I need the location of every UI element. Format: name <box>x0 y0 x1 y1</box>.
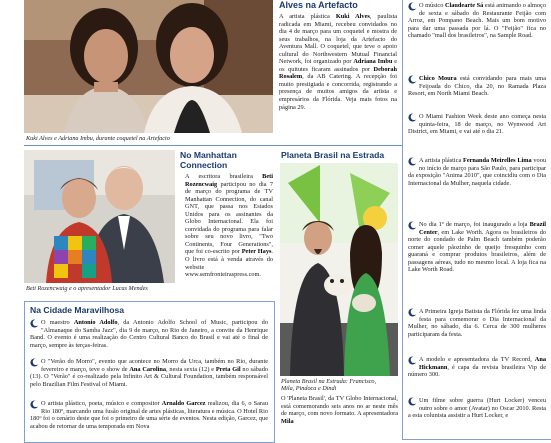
right-item-7 <box>408 356 546 379</box>
right-item-4 <box>408 157 546 187</box>
photo-beti-lucas-image <box>24 150 175 283</box>
right-item-5 <box>408 221 546 274</box>
name-antonio: Antonio Adolfo <box>73 319 118 326</box>
name-chico: Chico Moura <box>419 75 457 82</box>
body-text: está convidando para mais uma Feijoada do Chico, dia 20, no Ramada Plaza Resort, em North Miami Beach. <box>408 75 546 98</box>
article-manhattan-body <box>185 173 273 279</box>
crescent-moon-icon <box>408 221 417 230</box>
body-text: Um filme sobre guerra (Hurt Locker) venceu outro sobre o amor (Avatar) no Oscar 2010. Resta a esta colunista assistir a Hurt Locker, e <box>408 397 546 420</box>
body-text: O artista plástico, poeta, músico e compositor <box>41 400 162 407</box>
name-peter: Peter Hays <box>241 248 272 256</box>
photo-kuki-adriana <box>24 0 273 133</box>
name-preta-gil: Preta Gil <box>215 365 241 373</box>
body-text: , da Antonio Adolfo School of Music, participou do "Almanaque do Samba Jazz", dia 9 de março, no Rio de Janeiro, a convite da Henrique Band. O evento é uma realização do Centro Cultural Banco do Brasil e vai até o final de março, sempre às terças-feiras. <box>30 319 268 349</box>
photo-planeta-image <box>280 163 398 376</box>
name-ana-carolina: Ana Carolina <box>129 365 167 373</box>
body-text: A Primeira Igreja Batista da Flórida fez uma linda festa para comemorar o Dia Internacional da Mulher, no sábado, dia 6. Cerca de 300 mulheres participaram da festa. <box>408 308 546 338</box>
photo-caption-planeta-2: Mila, Pindoca e Dindi <box>281 385 337 392</box>
headline-alves: Alves na Artefacto <box>279 0 358 10</box>
name-kuki: Kuki Alves <box>335 13 370 20</box>
name-arnaldo: Arnaldo Garcez <box>161 400 206 407</box>
body-text: no sábado (13). O "Verão" é co-realizado pela Infinito Art & Cultural Foundation, também responsável pelo Brazilian Film Festival of Miami. <box>30 365 269 388</box>
photo-caption-beti: Beti Rozencwaig e o apresentador Lucas Mendes <box>26 285 148 292</box>
body-text: voou no início de março para São Paulo, para participar da exposição "Anima 2010", que coincidiu com o Dia Internacional da Mulher, naquela cidade. <box>408 157 546 187</box>
cidade-paragraph-2 <box>30 358 268 388</box>
headline-cidade: Na Cidade Maravilhosa <box>30 305 125 315</box>
crescent-moon-icon <box>30 358 39 367</box>
body-text: A escritora brasileira <box>185 173 263 180</box>
body-text: realizou, dia 6, o Sarau Rio 180º, marcando uma fusão original de artes plásticas, literatura e música. O Hotel Rio 180º foi o cenário deste que foi o primeiro de uma série de eventos. Nesta edição, Garcez, que acabou de retornar de uma temporada em Nova <box>30 400 268 430</box>
article-planeta-body <box>281 395 398 425</box>
right-item-6 <box>408 308 546 338</box>
body-text: , nesta sexta (12) e <box>166 365 216 373</box>
body-text: e os quitutes ficaram assinados por <box>279 58 397 73</box>
right-item-1 <box>408 2 546 40</box>
section-divider <box>24 145 404 146</box>
name-brazil-center: Brazil Center <box>419 221 546 236</box>
body-text: O Miami Fashion Week deste ano começa nesta quinta-feira, 18 de março, no Wynwood Art District, em Miami, e vai até o dia 21. <box>408 113 546 136</box>
name-mila: Mila <box>281 417 294 425</box>
name-claudearte: Claudearte Sá <box>444 2 484 9</box>
name-adriana: Adriana Imbu <box>353 58 393 66</box>
name-fernanda: Fernanda Meirelles Lima <box>462 157 532 164</box>
crescent-moon-icon <box>408 113 417 122</box>
body-text: A artista plástica <box>279 13 336 20</box>
crescent-moon-icon <box>30 400 39 409</box>
right-item-2 <box>408 75 546 98</box>
body-text: , paulista radicada em Miami, recebeu convidados no dia 4 de março para um coquetel e mostra de seus trabalhos, na loja da Artefacto do Aventura Mall. O coquetel, que teve o apoio cultural do Northwestern Mutual Financial Network, foi organizado por <box>279 13 397 66</box>
crescent-moon-icon <box>408 2 417 11</box>
cidade-paragraph-3 <box>30 400 268 431</box>
body-text: , em Lake Worth. Agora os brasileiros do norte do condado de Palm Beach também poderão comer aquele pãozinho de queijo fresquinho com guaraná e comprar produtos brasileiros, além de passagens aéreas, tudo no mesmo local. A loja fica na Lake Worth Road. <box>408 228 546 274</box>
body-text: O maestro <box>41 319 74 326</box>
body-text: A modelo e apresentadora da TV Record, <box>419 356 535 363</box>
crescent-moon-icon <box>408 356 417 365</box>
body-text: . O livro está à venda através do website www.semfronteiraspress.com. <box>185 248 273 279</box>
photo-planeta-brasil <box>280 163 398 376</box>
name-beti: Beti Rozencwaig <box>185 173 273 188</box>
cidade-paragraph-1 <box>30 319 268 349</box>
body-text: No dia 1º de março, foi inaugurado a loja <box>419 221 530 228</box>
headline-manhattan-2: Connection <box>180 160 228 170</box>
article-alves-body <box>279 13 397 111</box>
body-text: A artista plástica <box>419 157 463 164</box>
photo-caption-planeta-1: Planeta Brasil na Estrada: Francisco, <box>281 378 377 385</box>
name-deborah: Deborah Rosalem <box>279 65 397 81</box>
body-text: está animando o almoço de sexta e sábado do Restaurante Feijão com Arroz, em Pompano Beach. Mais um bom motivo para dar uma passada por lá. O "Feijão" fica no chamado "mall dos brasileiros", na Sample Road. <box>408 2 547 40</box>
body-text: O 'Planeta Brasil', da TV Globo Internacional, está comemorando seis anos no ar neste mês de março, com novo formato. A apresentadora <box>281 395 398 418</box>
crescent-moon-icon <box>408 75 417 84</box>
right-item-3 <box>408 113 546 136</box>
name-ana-hickmann: Ana Hickmann <box>419 356 546 371</box>
photo-caption-kuki: Kuki Alves e Adriana Imbu, durante coquetel na Artefacto <box>26 135 170 142</box>
photo-beti-lucas <box>24 150 175 283</box>
body-text: participou no dia 7 de março do programa de TV Manhattan Connection, do canal GNT, que passa nos Estados Unidos para os assinantes da Globo Internacional. Ela foi convidada do programa para falar sobre seu novo livro, "Two Continents, Four Generations", que foi co-escrito por <box>185 180 273 256</box>
crescent-moon-icon <box>408 397 417 406</box>
crescent-moon-icon <box>408 308 417 317</box>
headline-manhattan-1: No Manhattan <box>180 150 237 160</box>
right-item-8 <box>408 397 546 431</box>
crescent-moon-icon <box>30 319 39 328</box>
crescent-moon-icon <box>408 157 417 166</box>
body-text: O "Verão do Morro", evento que acontece no Morro da Urca, também no Rio, durante fevereiro e março, teve o show de <box>41 358 268 373</box>
body-text: , é capa da revista brasileira Vip de número 300. <box>408 363 546 379</box>
photo-kuki-adriana-image <box>24 0 273 133</box>
body-text: , da AB Catering. A recepção foi muito prestigiada e concorrida, registrando a presença de muitos amigos da artista e empresários da Flórida. Veja mais fotos na página 29. <box>279 73 397 111</box>
headline-planeta: Planeta Brasil na Estrada <box>281 150 385 160</box>
body-text: O músico <box>419 2 445 9</box>
